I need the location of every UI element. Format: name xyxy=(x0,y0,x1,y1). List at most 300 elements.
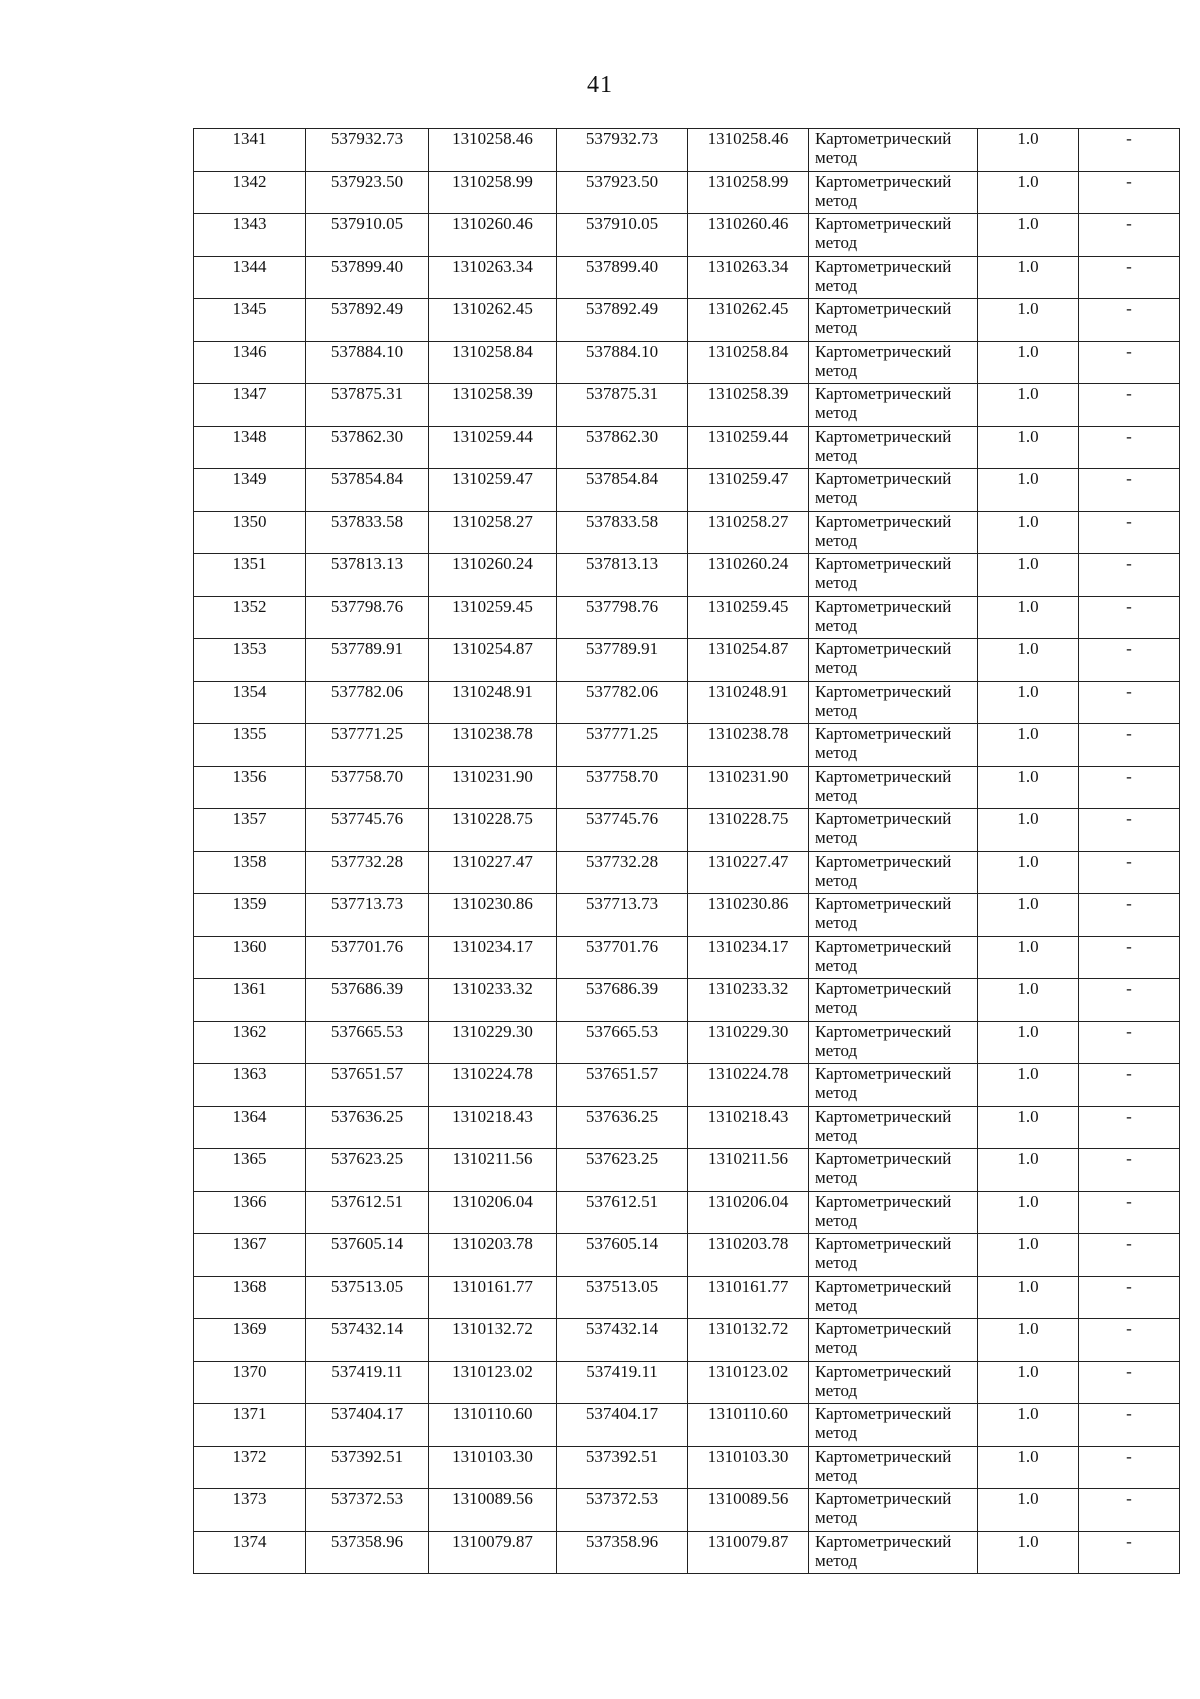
method-cell: Картометрический метод xyxy=(809,341,978,384)
point-number-cell: 1344 xyxy=(194,256,306,299)
x-coordinate-cell: 537899.40 xyxy=(306,256,429,299)
accuracy-cell: 1.0 xyxy=(978,1276,1079,1319)
method-cell: Картометрический метод xyxy=(809,129,978,172)
table-row xyxy=(194,724,1180,767)
x-coordinate-cell: 537745.76 xyxy=(306,809,429,852)
x-coordinate-cell: 537392.51 xyxy=(306,1446,429,1489)
y-coordinate-cell: 1310110.60 xyxy=(429,1404,557,1447)
x-coordinate-cell: 537813.13 xyxy=(306,554,429,597)
note-cell: - xyxy=(1079,469,1180,512)
table-row xyxy=(194,639,1180,682)
note-cell: - xyxy=(1079,596,1180,639)
note-cell: - xyxy=(1079,809,1180,852)
y-coordinate-new-cell: 1310211.56 xyxy=(688,1149,809,1192)
note-cell: - xyxy=(1079,1276,1180,1319)
method-cell: Картометрический метод xyxy=(809,1276,978,1319)
method-cell: Картометрический метод xyxy=(809,724,978,767)
x-coordinate-cell: 537636.25 xyxy=(306,1106,429,1149)
x-coordinate-new-cell: 537875.31 xyxy=(557,384,688,427)
y-coordinate-cell: 1310211.56 xyxy=(429,1149,557,1192)
point-number-cell: 1364 xyxy=(194,1106,306,1149)
x-coordinate-cell: 537372.53 xyxy=(306,1489,429,1532)
x-coordinate-cell: 537732.28 xyxy=(306,851,429,894)
method-cell: Картометрический метод xyxy=(809,681,978,724)
table-row xyxy=(194,171,1180,214)
x-coordinate-new-cell: 537782.06 xyxy=(557,681,688,724)
note-cell: - xyxy=(1079,639,1180,682)
accuracy-cell: 1.0 xyxy=(978,384,1079,427)
method-cell: Картометрический метод xyxy=(809,639,978,682)
x-coordinate-cell: 537862.30 xyxy=(306,426,429,469)
y-coordinate-new-cell: 1310254.87 xyxy=(688,639,809,682)
accuracy-cell: 1.0 xyxy=(978,894,1079,937)
note-cell: - xyxy=(1079,171,1180,214)
accuracy-cell: 1.0 xyxy=(978,1234,1079,1277)
accuracy-cell: 1.0 xyxy=(978,724,1079,767)
note-cell: - xyxy=(1079,1106,1180,1149)
point-number-cell: 1368 xyxy=(194,1276,306,1319)
table-row xyxy=(194,1191,1180,1234)
table-row xyxy=(194,979,1180,1022)
method-cell: Картометрический метод xyxy=(809,851,978,894)
point-number-cell: 1372 xyxy=(194,1446,306,1489)
point-number-cell: 1361 xyxy=(194,979,306,1022)
y-coordinate-new-cell: 1310229.30 xyxy=(688,1021,809,1064)
method-cell: Картометрический метод xyxy=(809,469,978,512)
point-number-cell: 1345 xyxy=(194,299,306,342)
note-cell: - xyxy=(1079,341,1180,384)
y-coordinate-cell: 1310259.45 xyxy=(429,596,557,639)
method-cell: Картометрический метод xyxy=(809,936,978,979)
table-row xyxy=(194,1489,1180,1532)
table-row xyxy=(194,554,1180,597)
table-body xyxy=(194,129,1180,1574)
note-cell: - xyxy=(1079,1531,1180,1574)
y-coordinate-cell: 1310206.04 xyxy=(429,1191,557,1234)
x-coordinate-cell: 537833.58 xyxy=(306,511,429,554)
accuracy-cell: 1.0 xyxy=(978,681,1079,724)
point-number-cell: 1362 xyxy=(194,1021,306,1064)
point-number-cell: 1358 xyxy=(194,851,306,894)
table-row xyxy=(194,1531,1180,1574)
note-cell: - xyxy=(1079,426,1180,469)
y-coordinate-new-cell: 1310263.34 xyxy=(688,256,809,299)
x-coordinate-cell: 537605.14 xyxy=(306,1234,429,1277)
y-coordinate-cell: 1310259.47 xyxy=(429,469,557,512)
x-coordinate-new-cell: 537813.13 xyxy=(557,554,688,597)
accuracy-cell: 1.0 xyxy=(978,469,1079,512)
method-cell: Картометрический метод xyxy=(809,1149,978,1192)
point-number-cell: 1347 xyxy=(194,384,306,427)
y-coordinate-new-cell: 1310259.44 xyxy=(688,426,809,469)
y-coordinate-cell: 1310258.27 xyxy=(429,511,557,554)
y-coordinate-new-cell: 1310258.27 xyxy=(688,511,809,554)
point-number-cell: 1359 xyxy=(194,894,306,937)
note-cell: - xyxy=(1079,299,1180,342)
point-number-cell: 1354 xyxy=(194,681,306,724)
y-coordinate-cell: 1310228.75 xyxy=(429,809,557,852)
y-coordinate-cell: 1310231.90 xyxy=(429,766,557,809)
x-coordinate-cell: 537782.06 xyxy=(306,681,429,724)
x-coordinate-new-cell: 537605.14 xyxy=(557,1234,688,1277)
method-cell: Картометрический метод xyxy=(809,894,978,937)
point-number-cell: 1360 xyxy=(194,936,306,979)
y-coordinate-new-cell: 1310260.46 xyxy=(688,214,809,257)
y-coordinate-new-cell: 1310258.99 xyxy=(688,171,809,214)
x-coordinate-new-cell: 537862.30 xyxy=(557,426,688,469)
method-cell: Картометрический метод xyxy=(809,766,978,809)
method-cell: Картометрический метод xyxy=(809,554,978,597)
y-coordinate-cell: 1310218.43 xyxy=(429,1106,557,1149)
y-coordinate-new-cell: 1310258.46 xyxy=(688,129,809,172)
point-number-cell: 1352 xyxy=(194,596,306,639)
accuracy-cell: 1.0 xyxy=(978,1149,1079,1192)
point-number-cell: 1356 xyxy=(194,766,306,809)
accuracy-cell: 1.0 xyxy=(978,554,1079,597)
x-coordinate-cell: 537713.73 xyxy=(306,894,429,937)
y-coordinate-cell: 1310248.91 xyxy=(429,681,557,724)
x-coordinate-new-cell: 537892.49 xyxy=(557,299,688,342)
x-coordinate-cell: 537923.50 xyxy=(306,171,429,214)
method-cell: Картометрический метод xyxy=(809,1021,978,1064)
y-coordinate-new-cell: 1310262.45 xyxy=(688,299,809,342)
y-coordinate-cell: 1310254.87 xyxy=(429,639,557,682)
point-number-cell: 1350 xyxy=(194,511,306,554)
y-coordinate-new-cell: 1310234.17 xyxy=(688,936,809,979)
y-coordinate-cell: 1310123.02 xyxy=(429,1361,557,1404)
y-coordinate-cell: 1310224.78 xyxy=(429,1064,557,1107)
x-coordinate-new-cell: 537910.05 xyxy=(557,214,688,257)
y-coordinate-new-cell: 1310258.39 xyxy=(688,384,809,427)
x-coordinate-cell: 537651.57 xyxy=(306,1064,429,1107)
y-coordinate-new-cell: 1310123.02 xyxy=(688,1361,809,1404)
point-number-cell: 1371 xyxy=(194,1404,306,1447)
x-coordinate-new-cell: 537932.73 xyxy=(557,129,688,172)
y-coordinate-cell: 1310229.30 xyxy=(429,1021,557,1064)
note-cell: - xyxy=(1079,384,1180,427)
table-row xyxy=(194,1361,1180,1404)
y-coordinate-new-cell: 1310231.90 xyxy=(688,766,809,809)
method-cell: Картометрический метод xyxy=(809,171,978,214)
x-coordinate-new-cell: 537833.58 xyxy=(557,511,688,554)
y-coordinate-cell: 1310238.78 xyxy=(429,724,557,767)
method-cell: Картометрический метод xyxy=(809,1064,978,1107)
table-row xyxy=(194,214,1180,257)
point-number-cell: 1369 xyxy=(194,1319,306,1362)
accuracy-cell: 1.0 xyxy=(978,426,1079,469)
y-coordinate-cell: 1310103.30 xyxy=(429,1446,557,1489)
y-coordinate-cell: 1310227.47 xyxy=(429,851,557,894)
y-coordinate-cell: 1310203.78 xyxy=(429,1234,557,1277)
x-coordinate-new-cell: 537798.76 xyxy=(557,596,688,639)
note-cell: - xyxy=(1079,766,1180,809)
x-coordinate-new-cell: 537392.51 xyxy=(557,1446,688,1489)
table-row xyxy=(194,809,1180,852)
x-coordinate-cell: 537686.39 xyxy=(306,979,429,1022)
accuracy-cell: 1.0 xyxy=(978,639,1079,682)
note-cell: - xyxy=(1079,724,1180,767)
table-row xyxy=(194,341,1180,384)
y-coordinate-new-cell: 1310259.47 xyxy=(688,469,809,512)
x-coordinate-cell: 537798.76 xyxy=(306,596,429,639)
x-coordinate-new-cell: 537854.84 xyxy=(557,469,688,512)
note-cell: - xyxy=(1079,936,1180,979)
note-cell: - xyxy=(1079,1489,1180,1532)
accuracy-cell: 1.0 xyxy=(978,1064,1079,1107)
point-number-cell: 1343 xyxy=(194,214,306,257)
accuracy-cell: 1.0 xyxy=(978,979,1079,1022)
y-coordinate-new-cell: 1310203.78 xyxy=(688,1234,809,1277)
method-cell: Картометрический метод xyxy=(809,596,978,639)
x-coordinate-cell: 537932.73 xyxy=(306,129,429,172)
x-coordinate-cell: 537358.96 xyxy=(306,1531,429,1574)
accuracy-cell: 1.0 xyxy=(978,1531,1079,1574)
coordinates-table xyxy=(193,128,1180,1574)
y-coordinate-new-cell: 1310230.86 xyxy=(688,894,809,937)
y-coordinate-new-cell: 1310233.32 xyxy=(688,979,809,1022)
method-cell: Картометрический метод xyxy=(809,1191,978,1234)
x-coordinate-cell: 537701.76 xyxy=(306,936,429,979)
table-row xyxy=(194,936,1180,979)
note-cell: - xyxy=(1079,1446,1180,1489)
y-coordinate-new-cell: 1310218.43 xyxy=(688,1106,809,1149)
x-coordinate-new-cell: 537789.91 xyxy=(557,639,688,682)
accuracy-cell: 1.0 xyxy=(978,511,1079,554)
y-coordinate-new-cell: 1310258.84 xyxy=(688,341,809,384)
x-coordinate-new-cell: 537372.53 xyxy=(557,1489,688,1532)
y-coordinate-cell: 1310258.39 xyxy=(429,384,557,427)
y-coordinate-new-cell: 1310103.30 xyxy=(688,1446,809,1489)
x-coordinate-cell: 537612.51 xyxy=(306,1191,429,1234)
accuracy-cell: 1.0 xyxy=(978,1106,1079,1149)
y-coordinate-new-cell: 1310259.45 xyxy=(688,596,809,639)
x-coordinate-new-cell: 537636.25 xyxy=(557,1106,688,1149)
x-coordinate-cell: 537513.05 xyxy=(306,1276,429,1319)
accuracy-cell: 1.0 xyxy=(978,809,1079,852)
y-coordinate-cell: 1310259.44 xyxy=(429,426,557,469)
table-row xyxy=(194,596,1180,639)
note-cell: - xyxy=(1079,554,1180,597)
y-coordinate-cell: 1310258.46 xyxy=(429,129,557,172)
y-coordinate-new-cell: 1310248.91 xyxy=(688,681,809,724)
table-row xyxy=(194,1149,1180,1192)
method-cell: Картометрический метод xyxy=(809,299,978,342)
x-coordinate-new-cell: 537701.76 xyxy=(557,936,688,979)
note-cell: - xyxy=(1079,979,1180,1022)
table-row xyxy=(194,681,1180,724)
y-coordinate-cell: 1310258.84 xyxy=(429,341,557,384)
x-coordinate-new-cell: 537419.11 xyxy=(557,1361,688,1404)
x-coordinate-new-cell: 537745.76 xyxy=(557,809,688,852)
table-row xyxy=(194,426,1180,469)
x-coordinate-cell: 537789.91 xyxy=(306,639,429,682)
x-coordinate-cell: 537432.14 xyxy=(306,1319,429,1362)
note-cell: - xyxy=(1079,129,1180,172)
note-cell: - xyxy=(1079,1191,1180,1234)
table-row xyxy=(194,1276,1180,1319)
y-coordinate-new-cell: 1310089.56 xyxy=(688,1489,809,1532)
note-cell: - xyxy=(1079,256,1180,299)
accuracy-cell: 1.0 xyxy=(978,214,1079,257)
y-coordinate-new-cell: 1310238.78 xyxy=(688,724,809,767)
y-coordinate-new-cell: 1310132.72 xyxy=(688,1319,809,1362)
x-coordinate-new-cell: 537758.70 xyxy=(557,766,688,809)
method-cell: Картометрический метод xyxy=(809,979,978,1022)
x-coordinate-new-cell: 537623.25 xyxy=(557,1149,688,1192)
note-cell: - xyxy=(1079,894,1180,937)
page-number: 41 xyxy=(587,72,613,98)
method-cell: Картометрический метод xyxy=(809,1234,978,1277)
x-coordinate-cell: 537404.17 xyxy=(306,1404,429,1447)
table-row xyxy=(194,851,1180,894)
y-coordinate-cell: 1310132.72 xyxy=(429,1319,557,1362)
accuracy-cell: 1.0 xyxy=(978,299,1079,342)
y-coordinate-cell: 1310262.45 xyxy=(429,299,557,342)
accuracy-cell: 1.0 xyxy=(978,766,1079,809)
note-cell: - xyxy=(1079,1064,1180,1107)
y-coordinate-cell: 1310260.24 xyxy=(429,554,557,597)
method-cell: Картометрический метод xyxy=(809,1489,978,1532)
y-coordinate-cell: 1310230.86 xyxy=(429,894,557,937)
table-row xyxy=(194,1319,1180,1362)
table-row xyxy=(194,469,1180,512)
accuracy-cell: 1.0 xyxy=(978,936,1079,979)
note-cell: - xyxy=(1079,851,1180,894)
accuracy-cell: 1.0 xyxy=(978,851,1079,894)
x-coordinate-cell: 537884.10 xyxy=(306,341,429,384)
point-number-cell: 1341 xyxy=(194,129,306,172)
note-cell: - xyxy=(1079,1319,1180,1362)
y-coordinate-new-cell: 1310110.60 xyxy=(688,1404,809,1447)
note-cell: - xyxy=(1079,1234,1180,1277)
table-row xyxy=(194,1404,1180,1447)
x-coordinate-cell: 537758.70 xyxy=(306,766,429,809)
method-cell: Картометрический метод xyxy=(809,1531,978,1574)
table-row xyxy=(194,129,1180,172)
point-number-cell: 1342 xyxy=(194,171,306,214)
point-number-cell: 1367 xyxy=(194,1234,306,1277)
note-cell: - xyxy=(1079,1361,1180,1404)
y-coordinate-new-cell: 1310224.78 xyxy=(688,1064,809,1107)
x-coordinate-cell: 537623.25 xyxy=(306,1149,429,1192)
method-cell: Картометрический метод xyxy=(809,1319,978,1362)
x-coordinate-new-cell: 537358.96 xyxy=(557,1531,688,1574)
accuracy-cell: 1.0 xyxy=(978,1319,1079,1362)
accuracy-cell: 1.0 xyxy=(978,596,1079,639)
x-coordinate-cell: 537771.25 xyxy=(306,724,429,767)
x-coordinate-new-cell: 537771.25 xyxy=(557,724,688,767)
x-coordinate-new-cell: 537732.28 xyxy=(557,851,688,894)
note-cell: - xyxy=(1079,1404,1180,1447)
method-cell: Картометрический метод xyxy=(809,1106,978,1149)
point-number-cell: 1355 xyxy=(194,724,306,767)
y-coordinate-cell: 1310258.99 xyxy=(429,171,557,214)
x-coordinate-new-cell: 537612.51 xyxy=(557,1191,688,1234)
table-row xyxy=(194,299,1180,342)
x-coordinate-cell: 537854.84 xyxy=(306,469,429,512)
y-coordinate-new-cell: 1310227.47 xyxy=(688,851,809,894)
note-cell: - xyxy=(1079,511,1180,554)
y-coordinate-cell: 1310089.56 xyxy=(429,1489,557,1532)
point-number-cell: 1365 xyxy=(194,1149,306,1192)
method-cell: Картометрический метод xyxy=(809,1404,978,1447)
point-number-cell: 1373 xyxy=(194,1489,306,1532)
x-coordinate-new-cell: 537686.39 xyxy=(557,979,688,1022)
table-row xyxy=(194,1446,1180,1489)
note-cell: - xyxy=(1079,681,1180,724)
accuracy-cell: 1.0 xyxy=(978,341,1079,384)
y-coordinate-cell: 1310260.46 xyxy=(429,214,557,257)
x-coordinate-cell: 537892.49 xyxy=(306,299,429,342)
x-coordinate-new-cell: 537665.53 xyxy=(557,1021,688,1064)
accuracy-cell: 1.0 xyxy=(978,1489,1079,1532)
method-cell: Картометрический метод xyxy=(809,1361,978,1404)
table-row xyxy=(194,384,1180,427)
x-coordinate-new-cell: 537404.17 xyxy=(557,1404,688,1447)
point-number-cell: 1357 xyxy=(194,809,306,852)
point-number-cell: 1353 xyxy=(194,639,306,682)
x-coordinate-new-cell: 537899.40 xyxy=(557,256,688,299)
method-cell: Картометрический метод xyxy=(809,1446,978,1489)
note-cell: - xyxy=(1079,1021,1180,1064)
y-coordinate-cell: 1310161.77 xyxy=(429,1276,557,1319)
method-cell: Картометрический метод xyxy=(809,809,978,852)
x-coordinate-new-cell: 537432.14 xyxy=(557,1319,688,1362)
accuracy-cell: 1.0 xyxy=(978,1404,1079,1447)
x-coordinate-new-cell: 537651.57 xyxy=(557,1064,688,1107)
method-cell: Картометрический метод xyxy=(809,256,978,299)
x-coordinate-new-cell: 537513.05 xyxy=(557,1276,688,1319)
accuracy-cell: 1.0 xyxy=(978,1191,1079,1234)
point-number-cell: 1351 xyxy=(194,554,306,597)
y-coordinate-new-cell: 1310228.75 xyxy=(688,809,809,852)
table-row xyxy=(194,256,1180,299)
table-row xyxy=(194,1234,1180,1277)
y-coordinate-cell: 1310233.32 xyxy=(429,979,557,1022)
table-row xyxy=(194,1106,1180,1149)
y-coordinate-new-cell: 1310161.77 xyxy=(688,1276,809,1319)
y-coordinate-new-cell: 1310206.04 xyxy=(688,1191,809,1234)
table-row xyxy=(194,1064,1180,1107)
method-cell: Картометрический метод xyxy=(809,426,978,469)
x-coordinate-cell: 537419.11 xyxy=(306,1361,429,1404)
table-row xyxy=(194,1021,1180,1064)
y-coordinate-cell: 1310079.87 xyxy=(429,1531,557,1574)
accuracy-cell: 1.0 xyxy=(978,1446,1079,1489)
y-coordinate-cell: 1310263.34 xyxy=(429,256,557,299)
accuracy-cell: 1.0 xyxy=(978,256,1079,299)
x-coordinate-new-cell: 537923.50 xyxy=(557,171,688,214)
table-row xyxy=(194,511,1180,554)
note-cell: - xyxy=(1079,1149,1180,1192)
note-cell: - xyxy=(1079,214,1180,257)
accuracy-cell: 1.0 xyxy=(978,171,1079,214)
point-number-cell: 1349 xyxy=(194,469,306,512)
x-coordinate-cell: 537875.31 xyxy=(306,384,429,427)
x-coordinate-new-cell: 537713.73 xyxy=(557,894,688,937)
method-cell: Картометрический метод xyxy=(809,214,978,257)
point-number-cell: 1370 xyxy=(194,1361,306,1404)
point-number-cell: 1346 xyxy=(194,341,306,384)
point-number-cell: 1363 xyxy=(194,1064,306,1107)
accuracy-cell: 1.0 xyxy=(978,1021,1079,1064)
point-number-cell: 1348 xyxy=(194,426,306,469)
y-coordinate-new-cell: 1310079.87 xyxy=(688,1531,809,1574)
y-coordinate-cell: 1310234.17 xyxy=(429,936,557,979)
point-number-cell: 1374 xyxy=(194,1531,306,1574)
table-row xyxy=(194,766,1180,809)
table-row xyxy=(194,894,1180,937)
